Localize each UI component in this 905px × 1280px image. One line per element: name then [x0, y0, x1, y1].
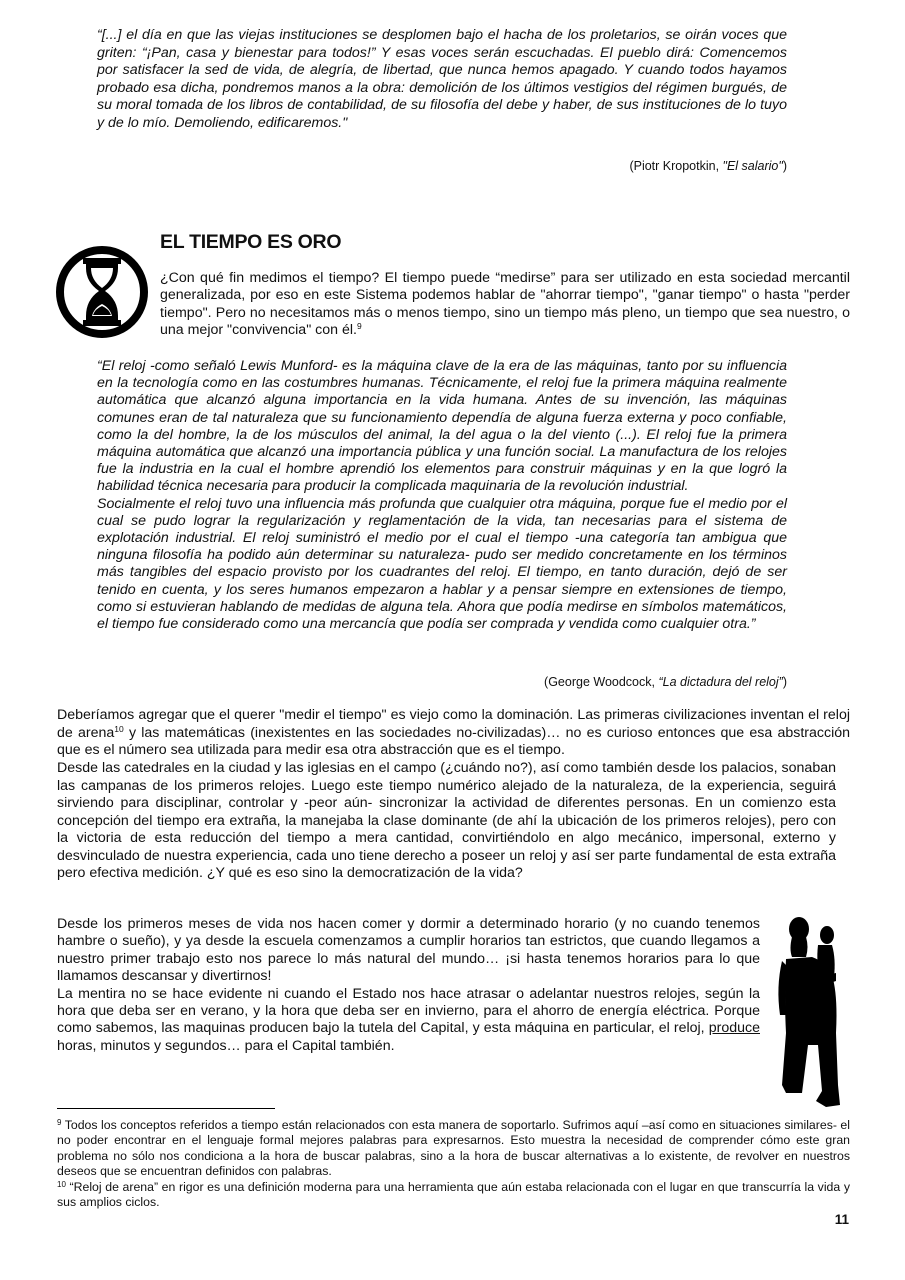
section-intro	[160, 270, 850, 340]
body-paragraph-4	[57, 986, 760, 1056]
footnotes	[57, 1118, 850, 1210]
attribution-close: )	[782, 159, 787, 173]
attribution-author: (Piotr Kropotkin,	[629, 159, 723, 173]
footnote-9	[57, 1118, 850, 1180]
intro-text: ¿Con qué fin medimos el tiempo? El tiempo puede “medirse” para ser utilizado en esta sociedad mercantil generalizada, por eso en este Sistema podemos hablar de "ahorrar tiempo", "ganar tiempo" o hasta "perder tiempo". Pero no necesitamos más o menos tiempo, sino un tiempo más pleno, un tiempo que sea nuestro, o una mejor "convivencia" con él.	[160, 270, 850, 339]
woodcock-quote-p2: Socialmente el reloj tuvo una influencia más profunda que cualquier otra máquina, porque fue el medio por el cual se pudo lograr la regularización y reglamentación de la vida, tan necesarias para el sistema de explotación industrial. El reloj suministró el medio por el cual el tiempo -una categoría tan ambigua que ninguna filosofía ha podido aún determinar su naturaleza- pudo ser medido concretamente en los términos más tangibles del espacio provisto por los cuadrantes del reloj. El tiempo, en tanto duración, dejó de ser tenido en cuenta, y los seres humanos empezaron a hablar y a pensar siempre en extensiones de tiempo, como si estuvieran hablando de medidas de alguna tela. Ahora que podía medirse en símbolos matemáticos, el tiempo fue considerado como una mercancía que podía ser comprada y vendida como cualquier otra.”	[97, 495, 787, 633]
footnote-10-text: “Reloj de arena” en rigor es una definición moderna para una herramienta que aún estaba relacionada con el lugar en que transcurría la vida y sus amplios ciclos.	[57, 1179, 850, 1210]
body-paragraph-2: Desde las catedrales en la ciudad y las iglesias en el campo (¿cuándo no?), así como también desde los palacios, sonaban las campanas de los primeros relojes. Luego este tiempo numérico alejado de la naturaleza, de la experiencia, seguirá sirviendo para disciplinar, controlar y -peor aún- sincronizar la actividad de diferentes personas. En un comienzo esta concepción del tiempo era extraña, la manejaba la clase dominante (de ahí la ubicación de los primeros relojes), pero con la victoria de esta reducción del tiempo a mera cantidad, convirtiéndolo en algo mecánico, impersonal, externo y desvinculado de nuestra experiencia, cada uno tiene derecho a poseer un reloj y así ser parte fundamental de esta extraña pero efectiva medición. ¿Y qué es eso sino la democratización de la vida?	[57, 760, 836, 882]
footnote-separator	[57, 1108, 275, 1109]
woodcock-attribution	[97, 674, 787, 690]
woodcock-quote-p1: “El reloj -como señaló Lewis Munford- es la máquina clave de la era de las máquinas, tanto por su influencia en la tecnología como en las costumbres humanas. Técnicamente, el reloj fue la primera máquina realmente automática que alcanzó alguna importancia en la vida humana. Antes de su invención, las máquinas comunes eran de tal naturaleza que su funcionamiento dependía de alguna fuerza externa y poco confiable, como la del hombre, la de los músculos del animal, la del agua o la del viento (...). El reloj fue la primera máquina automática que alcanzó una importancia pública y una función social. La manufactura de los relojes fue la industria en la cual el hombre aprendió los elementos para construir máquinas y en la que logró la habilidad técnica necesaria para producir la complicada maquinaria de la revolución industrial.	[97, 358, 787, 495]
underlined-word: produce	[708, 1020, 760, 1037]
footnote-ref-10[interactable]: 10	[114, 723, 124, 734]
footnote-9-number: 9	[57, 1118, 62, 1127]
body-text: y las matemáticas (inexistentes en las sociedades no-civilizadas)… no es curioso entonces que esa abstracción que es el número sea utilizada para medir esa otra abstracción que es el tiempo.	[57, 724, 850, 758]
page-number: 11	[834, 1212, 849, 1227]
kropotkin-quote: “[...] el día en que las viejas instituciones se desplomen bajo el hacha de los proletarios, se oirán voces que griten: “¡Pan, casa y bienestar para todos!” Y esas voces serán escuchadas. El pueblo dirá: Comencemos por satisfacer la sed de vida, de alegría, de libertad, que nunca hemos apagado. Y cuando todos hayamos probado esa dicha, pondremos manos a la obra: demolición de los últimos vestigios del régimen burgués, de su moral tomada de los libros de contabilidad, de su filosofía del debe y haber, de sus instituciones de lo tuyo y de lo mío. Demoliendo, edificaremos."	[97, 27, 787, 131]
footnote-10-number: 10	[57, 1179, 66, 1189]
hourglass-icon	[54, 244, 150, 340]
body-text: horas, minutos y segundos… para el Capital también.	[57, 1037, 395, 1054]
body-paragraph-3: Desde los primeros meses de vida nos hacen comer y dormir a determinado horario (y no cuando tenemos hambre o sueño), y ya desde la escuela comenzamos a cumplir horarios tan estrictos, que cuando llegamos a nuestro primer trabajo esto nos parece lo más natural del mundo… ¡si hasta tenemos horarios para lo que llamamos descansar y divertirnos!	[57, 916, 760, 985]
section-title: EL TIEMPO ES ORO	[160, 231, 342, 253]
body-column-text	[57, 916, 760, 1055]
attribution-author: (George Woodcock,	[544, 675, 659, 689]
body-paragraph-1	[57, 707, 850, 760]
kropotkin-attribution	[97, 158, 787, 174]
footnote-ref-9[interactable]: 9	[356, 321, 362, 332]
attribution-close: )	[782, 675, 787, 689]
woodcock-quote	[97, 358, 787, 633]
attribution-work: “La dictadura del reloj”	[658, 675, 783, 689]
footnote-9-text: Todos los conceptos referidos a tiempo están relacionados con esta manera de soportarlo. Sufrimos aquí –así como en situaciones similares- el no poder encontrar en el lenguaje formal mejores palabras para expresarnos. Esto muestra la necesidad de comprender cómo este gran problema no sólo nos condiciona a la hora de buscar palabras, sino a la hora de buscar alternativas a lo existente, de revolver en nuestros deseos que se encuentran definidos con palabras.	[57, 1118, 850, 1179]
body-text: Deberíamos agregar que el querer "medir el tiempo" es viejo como la dominación. Las primeras civilizaciones inventan el reloj de arena	[57, 707, 850, 741]
attribution-work: "El salario"	[722, 159, 783, 173]
body-text: La mentira no se hace evidente ni cuando el Estado nos hace atrasar o adelantar nuestros relojes, según la hora que deba ser en verano, y la hora que deba ser en invierno, para el ahorro de energía eléctrica. Porque como sabemos, las maquinas producen bajo la tutela del Capital, y esta máquina en particular, el reloj,	[57, 985, 760, 1037]
mother-child-silhouette-icon	[772, 915, 852, 1111]
footnote-10	[57, 1180, 850, 1211]
